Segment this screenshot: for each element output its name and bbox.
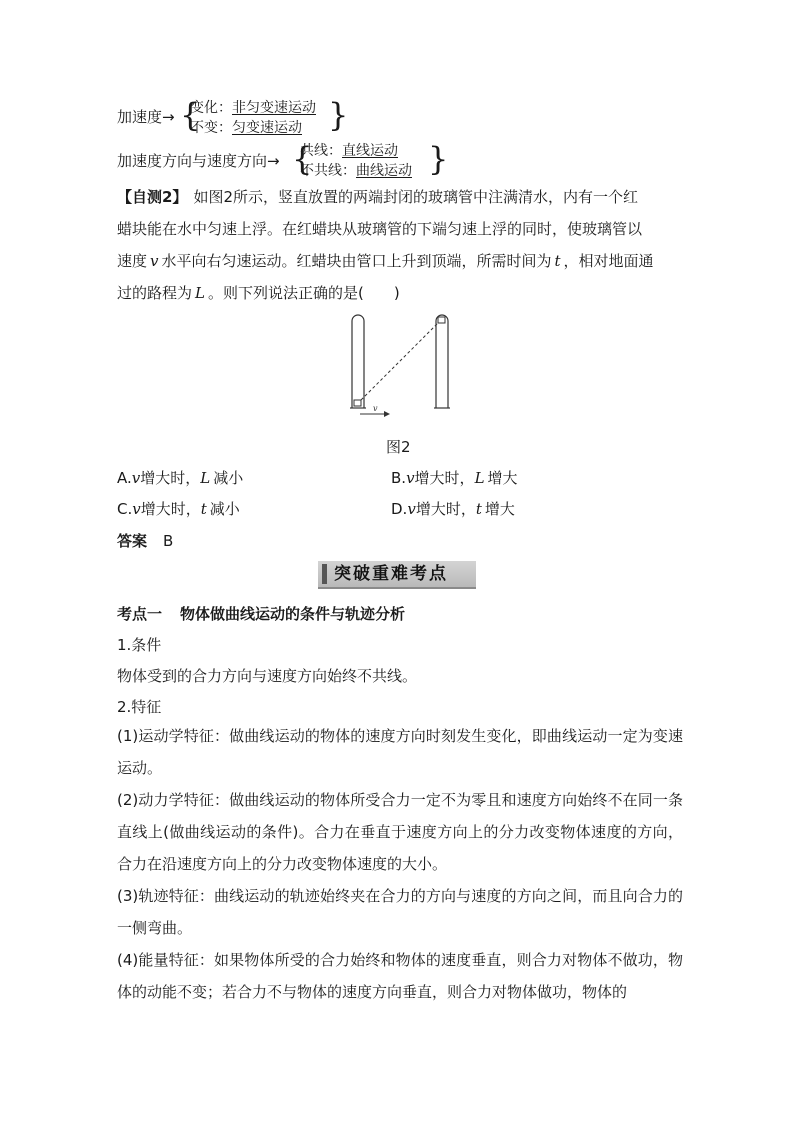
feature-1: (1)运动学特征：做曲线运动的物体的速度方向时刻发生变化，即曲线运动一定为变速运动。 xyxy=(117,727,683,777)
answer-line xyxy=(117,530,173,551)
right-brace: } xyxy=(328,96,349,134)
banner-mark xyxy=(322,564,327,584)
feature-heading: 2.特征 xyxy=(117,698,162,716)
direction-label: 加速度方向与速度方向→ xyxy=(117,152,280,170)
accel-const-row: 不变：匀变速运动 xyxy=(190,120,302,136)
wax-block-start xyxy=(354,400,361,406)
question-tag: 【自测2】 xyxy=(117,188,188,206)
glass-tube-left xyxy=(350,315,366,408)
answer-label: 答案 xyxy=(117,532,148,550)
question-line-3: 速度 v 水平向右匀速运动。红蜡块由管口上升到顶端，所需时间为 t ，相对地面通 xyxy=(117,252,654,270)
left-brace: { xyxy=(292,140,313,178)
question-line-1: 【自测2】 如图2所示，竖直放置的两端封闭的玻璃管中注满清水，内有一个红 xyxy=(117,188,638,206)
glass-tube-right xyxy=(434,315,450,408)
trajectory-line xyxy=(361,323,438,400)
non-collinear-row: 不共线：曲线运动 xyxy=(300,163,412,179)
condition-text: 物体受到的合力方向与速度方向始终不共线。 xyxy=(117,667,418,685)
figure-caption: 图2 xyxy=(386,438,411,456)
topic-heading: 考点一 物体做曲线运动的条件与轨迹分析 xyxy=(117,605,406,623)
answer-value: B xyxy=(163,532,174,550)
question-line-2: 蜡块能在水中匀速上浮。在红蜡块从玻璃管的下端匀速上浮的同时，使玻璃管以 xyxy=(117,220,643,238)
figure-2-diagram xyxy=(340,308,460,426)
condition-heading: 1.条件 xyxy=(117,636,162,654)
option-c[interactable]: C.v增大时，t 减小 xyxy=(117,500,240,518)
velocity-label: v xyxy=(373,404,378,413)
accel-change-row: 变化：非匀变速运动 xyxy=(190,100,316,116)
right-brace: } xyxy=(428,140,449,178)
accel-label: 加速度→ xyxy=(117,108,175,126)
option-b[interactable]: B.v增大时，L 增大 xyxy=(391,469,518,487)
section-banner: 突破重难考点 xyxy=(318,561,476,589)
option-d[interactable]: D.v增大时，t 增大 xyxy=(391,500,515,518)
collinear-row: 共线：直线运动 xyxy=(300,143,398,159)
feature-3: (3)轨迹特征：曲线运动的轨迹始终夹在合力的方向与速度的方向之间，而且向合力的一侧弯曲。 xyxy=(117,887,683,937)
option-a[interactable]: A.v增大时，L 减小 xyxy=(117,469,244,487)
wax-block-end xyxy=(438,317,445,323)
left-brace: { xyxy=(180,96,201,134)
question-line-4: 过的路程为 L 。则下列说法正确的是( ) xyxy=(117,284,400,302)
feature-4: (4)能量特征：如果物体所受的合力始终和物体的速度垂直，则合力对物体不做功，物体的动能不变；若合力不与物体的速度方向垂直，则合力对物体做功，物体的 xyxy=(117,951,683,1001)
feature-2: (2)动力学特征：做曲线运动的物体所受合力一定不为零且和速度方向始终不在同一条直线上(做曲线运动的条件)。合力在垂直于速度方向上的分力改变物体速度的方向，合力在沿速度方向上的分力改变物体速度的大小。 xyxy=(117,791,683,873)
